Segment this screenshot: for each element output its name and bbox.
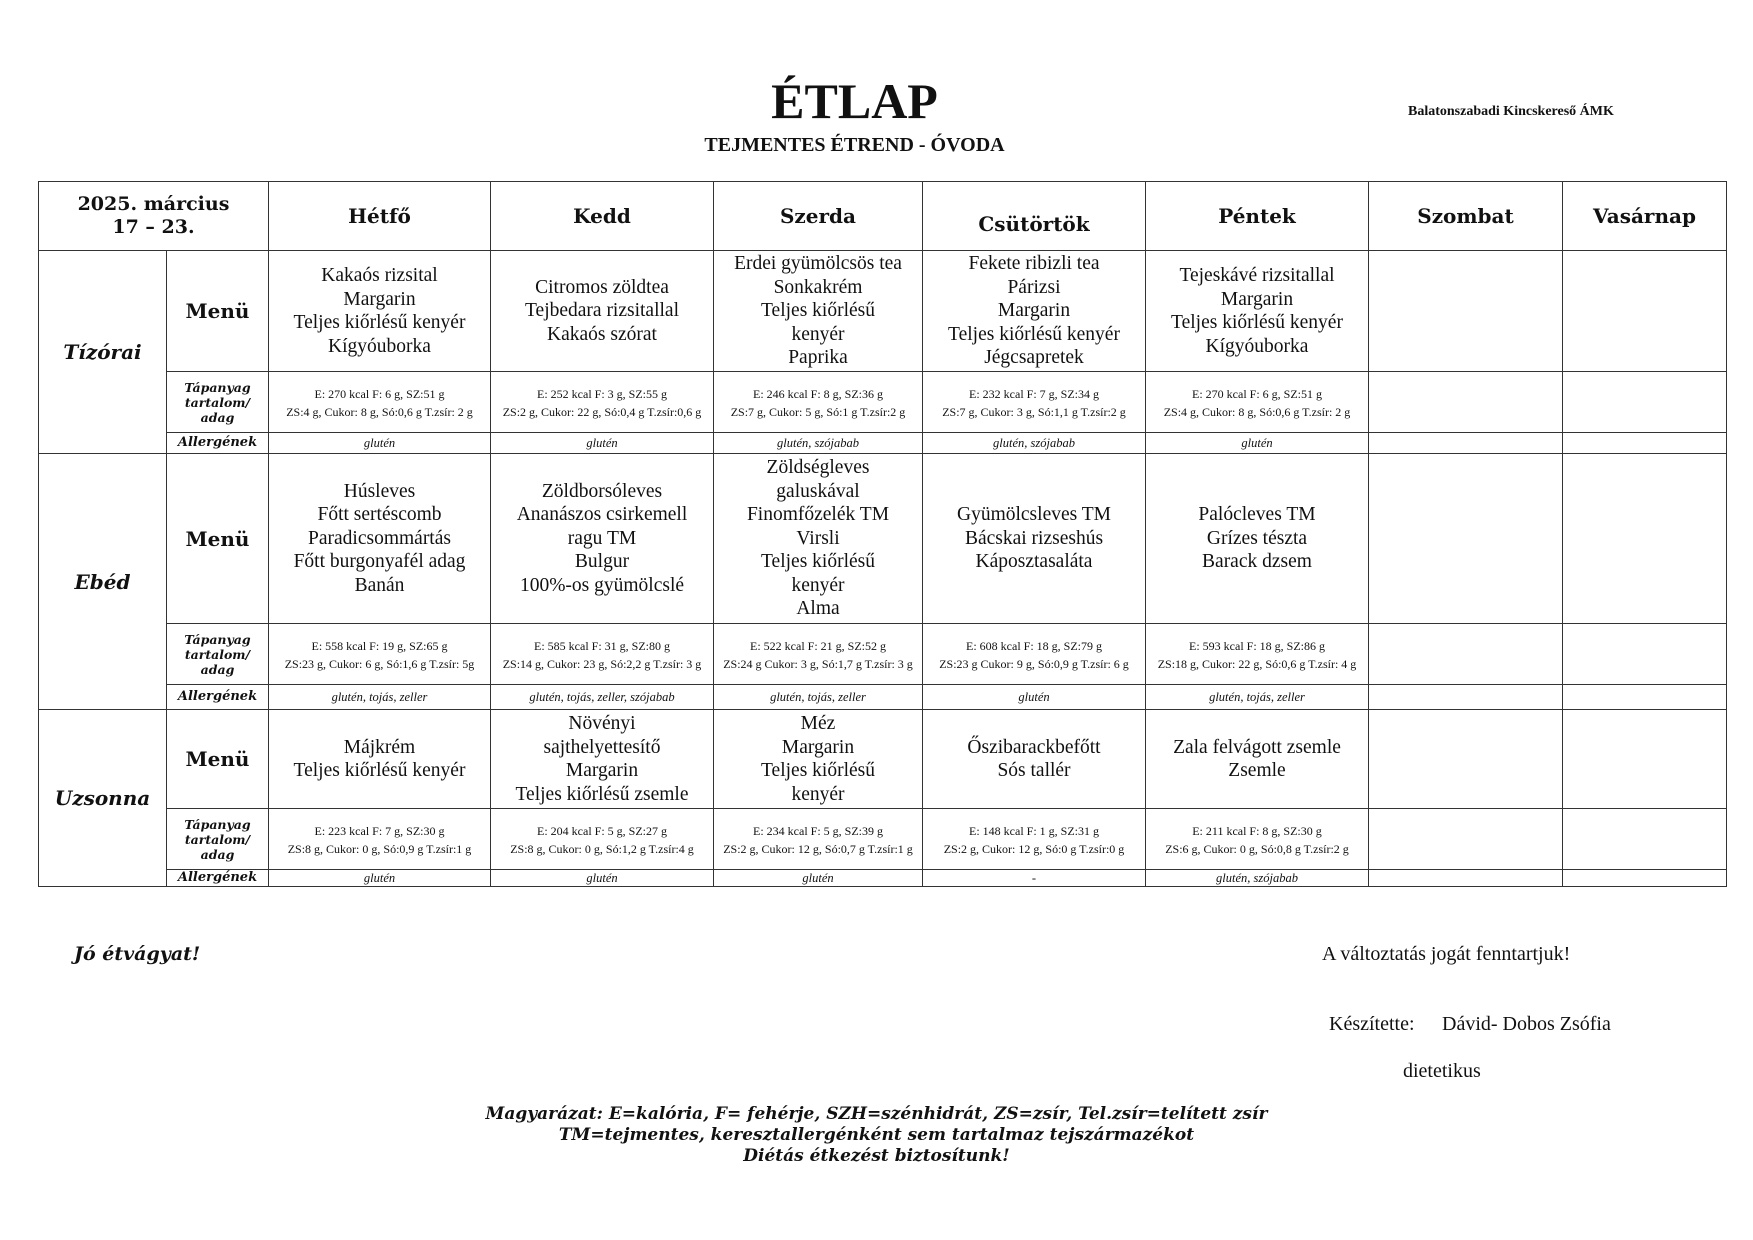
nutrition-cell: [491, 809, 714, 870]
nutrition-values-line2: ZS:2 g, Cukor: 12 g, Só:0 g T.zsír:0 g: [943, 841, 1125, 856]
nutrition-row-uzsonna: [39, 809, 1727, 870]
nutrition-values-line2: ZS:18 g, Cukor: 22 g, Só:0,6 g T.zsír: 4 g: [1157, 656, 1357, 671]
nutrition-values-line2: ZS:23 g Cukor: 9 g, Só:0,9 g T.zsír: 6 g: [939, 656, 1129, 671]
menu-items-text: Palócleves TM Grízes tészta Barack dzsem: [1198, 504, 1316, 573]
day-header-monday: Hétfő: [269, 182, 491, 251]
nutrition-values-line2: ZS:14 g, Cukor: 23 g, Só:2,2 g T.zsír: 3 g: [502, 656, 702, 671]
menu-items-text: Kakaós rizsital Margarin Teljes kiőrlésű kenyér Kígyóuborka: [293, 265, 466, 357]
nutrition-cell: [1146, 372, 1369, 433]
allergen-row-uzsonna: [39, 870, 1727, 887]
allergen-cell: glutén, tojás, zeller: [714, 685, 923, 710]
menu-cell: [1146, 251, 1369, 372]
nutrition-values-line1: E: 608 kcal F: 18 g, SZ:79 g: [966, 638, 1102, 653]
legend-line: Magyarázat: E=kalória, F= fehérje, SZH=szénhidrát, ZS=zsír, Tel.zsír=telített zsír: [485, 1104, 1268, 1124]
allergen-cell: glutén, szójabab: [1146, 870, 1369, 887]
date-range-days: 17 – 23.: [112, 216, 195, 238]
nutrition-cell: [1369, 809, 1563, 870]
day-header-tuesday: Kedd: [491, 182, 714, 251]
nutrition-label-line: tartalom/: [184, 646, 251, 662]
menu-cell: [269, 710, 491, 809]
menu-items-text: Erdei gyümölcsös tea Sonkakrém Teljes kiőrlésű kenyér Paprika: [734, 253, 902, 369]
organization-name: Balatonszabadi Kincskereső ÁMK: [1408, 104, 1614, 119]
nutrition-values-line1: E: 558 kcal F: 19 g, SZ:65 g: [311, 638, 448, 653]
menu-row-ebed: [39, 454, 1727, 624]
header-row: [39, 182, 1727, 251]
menu-cell: [269, 454, 491, 624]
allergen-cell: glutén: [269, 870, 491, 887]
menu-cell: [923, 251, 1146, 372]
allergen-cell: [1563, 685, 1727, 710]
menu-items-text: Méz Margarin Teljes kiőrlésű kenyér: [761, 713, 875, 805]
menu-cell: [1563, 454, 1727, 624]
menu-items-text: Őszibarackbefőtt Sós tallér: [967, 736, 1101, 781]
day-header-friday: Péntek: [1146, 182, 1369, 251]
nutrition-row-label: [167, 809, 269, 870]
nutrition-label-line: tartalom/: [184, 831, 251, 847]
day-header-thursday: Csütörtök: [923, 182, 1146, 251]
nutrition-cell: [714, 624, 923, 685]
nutrition-row-label: [167, 624, 269, 685]
menu-cell: [923, 710, 1146, 809]
nutrition-values-line2: ZS:8 g, Cukor: 0 g, Só:1,2 g T.zsír:4 g: [510, 841, 694, 856]
nutrition-cell: [491, 624, 714, 685]
nutrition-cell: [1563, 372, 1727, 433]
allergen-cell: glutén, tojás, zeller: [1146, 685, 1369, 710]
allergen-cell: -: [923, 870, 1146, 887]
allergen-row-tizorai: [39, 433, 1727, 454]
day-header-saturday: Szombat: [1369, 182, 1563, 251]
allergen-cell: [1369, 685, 1563, 710]
nutrition-values-line1: E: 148 kcal F: 1 g, SZ:31 g: [969, 823, 1099, 838]
nutrition-values-line2: ZS:4 g, Cukor: 8 g, Só:0,6 g T.zsír: 2 g: [286, 404, 473, 419]
menu-items-text: Tejeskávé rizsitallal Margarin Teljes kiőrlésű kenyér Kígyóuborka: [1171, 265, 1343, 357]
menu-cell: [1146, 454, 1369, 624]
nutrition-values-line1: E: 232 kcal F: 7 g, SZ:34 g: [969, 386, 1099, 401]
weekly-menu-table: [38, 181, 1727, 887]
menu-row-uzsonna: [39, 710, 1727, 809]
allergen-cell: glutén, tojás, zeller, szójabab: [491, 685, 714, 710]
allergen-cell: glutén: [923, 685, 1146, 710]
allergen-cell: [1563, 870, 1727, 887]
nutrition-label-line: Tápanyag: [184, 816, 251, 832]
nutrition-values-line1: E: 593 kcal F: 18 g, SZ:86 g: [1189, 638, 1325, 653]
nutrition-values-line1: E: 585 kcal F: 31 g, SZ:80 g: [534, 638, 670, 653]
legend-line: TM=tejmentes, keresztallergénként sem tartalmaz tejszármazékot: [558, 1125, 1195, 1145]
menu-cell: [1369, 454, 1563, 624]
nutrition-cell: [923, 372, 1146, 433]
nutrition-cell: [269, 809, 491, 870]
nutrition-cell: [1146, 809, 1369, 870]
nutrition-cell: [1563, 809, 1727, 870]
nutrition-values-line1: E: 211 kcal F: 8 g, SZ:30 g: [1192, 823, 1322, 838]
allergen-cell: [1369, 433, 1563, 454]
date-range-cell: [39, 182, 269, 251]
nutrition-values-line1: E: 270 kcal F: 6 g, SZ:51 g: [314, 386, 445, 401]
nutrition-values-line2: ZS:6 g, Cukor: 0 g, Só:0,8 g T.zsír:2 g: [1165, 841, 1349, 856]
nutrition-cell: [269, 372, 491, 433]
meal-label-tizorai: Tízórai: [39, 251, 167, 454]
menu-row-label: Menü: [167, 251, 269, 372]
nutrition-values-line1: E: 246 kcal F: 8 g, SZ:36 g: [753, 386, 883, 401]
menu-items-text: Zöldborsóleves Ananászos csirkemell ragu TM Bulgur 100%-os gyümölcslé: [516, 480, 688, 596]
nutrition-row-tizorai: [39, 372, 1727, 433]
menu-row-label: Menü: [167, 710, 269, 809]
menu-cell: [491, 251, 714, 372]
menu-cell: [1369, 710, 1563, 809]
author-role: dietetikus: [1403, 1060, 1481, 1082]
nutrition-cell: [923, 624, 1146, 685]
nutrition-values-line2: ZS:2 g, Cukor: 12 g, Só:0,7 g T.zsír:1 g: [723, 841, 913, 856]
nutrition-values-line1: E: 522 kcal F: 21 g, SZ:52 g: [750, 638, 886, 653]
menu-items-text: Gyümölcsleves TM Bácskai rizseshús Káposztasaláta: [956, 504, 1111, 573]
nutrition-label-line: Tápanyag: [184, 379, 251, 395]
menu-cell: [269, 251, 491, 372]
nutrition-label-line: adag: [200, 661, 235, 677]
menu-cell: [923, 454, 1146, 624]
meal-label-uzsonna: Uzsonna: [39, 710, 167, 887]
nutrition-cell: [714, 809, 923, 870]
menu-items-text: Zala felvágott zsemle Zsemle: [1173, 736, 1341, 781]
menu-cell: [1563, 710, 1727, 809]
page-title: ÉTLAP: [771, 73, 938, 129]
nutrition-values-line2: ZS:8 g, Cukor: 0 g, Só:0,9 g T.zsír:1 g: [287, 841, 472, 856]
nutrition-cell: [269, 624, 491, 685]
nutrition-label-line: tartalom/: [184, 394, 251, 410]
menu-cell: [1369, 251, 1563, 372]
menu-items-text: Citromos zöldtea Tejbedara rizsitallal Kakaós szórat: [524, 276, 679, 345]
menu-cell: [714, 710, 923, 809]
menu-row-label: Menü: [167, 454, 269, 624]
nutrition-values-line2: ZS:23 g, Cukor: 6 g, Só:1,6 g T.zsír: 5g: [284, 656, 475, 671]
menu-items-text: Májkrém Teljes kiőrlésű kenyér: [293, 736, 466, 781]
nutrition-cell: [491, 372, 714, 433]
allergen-cell: glutén, szójabab: [923, 433, 1146, 454]
allergen-cell: [1369, 870, 1563, 887]
nutrition-cell: [1563, 624, 1727, 685]
allergen-cell: glutén: [269, 433, 491, 454]
menu-items-text: Növényi sajthelyettesítő Margarin Teljes kiőrlésű zsemle: [515, 713, 689, 805]
nutrition-cell: [1369, 624, 1563, 685]
menu-cell: [714, 454, 923, 624]
allergen-cell: glutén: [714, 870, 923, 887]
allergen-cell: glutén, szójabab: [714, 433, 923, 454]
nutrition-values-line1: E: 223 kcal F: 7 g, SZ:30 g: [314, 823, 445, 838]
nutrition-row-ebed: [39, 624, 1727, 685]
allergen-row-label: Allergének: [167, 433, 269, 454]
allergen-row-label: Allergének: [167, 870, 269, 887]
nutrition-values-line1: E: 252 kcal F: 3 g, SZ:55 g: [537, 386, 667, 401]
allergen-row-ebed: [39, 685, 1727, 710]
allergen-cell: glutén: [1146, 433, 1369, 454]
allergen-cell: [1563, 433, 1727, 454]
menu-cell: [1563, 251, 1727, 372]
menu-row-tizorai: [39, 251, 1727, 372]
nutrition-values-line2: ZS:4 g, Cukor: 8 g, Só:0,6 g T.zsír: 2 g: [1163, 404, 1351, 419]
allergen-cell: glutén: [491, 870, 714, 887]
date-range-month: 2025. március: [77, 193, 230, 215]
menu-cell: [714, 251, 923, 372]
menu-items-text: Fekete ribizli tea Párizsi Margarin Teljes kiőrlésű kenyér Jégcsapretek: [948, 253, 1120, 369]
author-name: Dávid- Dobos Zsófia: [1442, 1013, 1611, 1035]
legend-line: Diétás étkezést biztosítunk!: [743, 1146, 1010, 1166]
nutrition-values-line1: E: 234 kcal F: 5 g, SZ:39 g: [753, 823, 883, 838]
nutrition-cell: [1369, 372, 1563, 433]
allergen-row-label: Allergének: [167, 685, 269, 710]
menu-cell: [1146, 710, 1369, 809]
bon-appetit-text: Jó étvágyat!: [74, 943, 201, 965]
nutrition-row-label: [167, 372, 269, 433]
nutrition-values-line1: E: 270 kcal F: 6 g, SZ:51 g: [1192, 386, 1322, 401]
day-header-wednesday: Szerda: [714, 182, 923, 251]
nutrition-label-line: Tápanyag: [184, 631, 251, 647]
nutrition-label-line: adag: [200, 846, 235, 862]
nutrition-cell: [714, 372, 923, 433]
nutrition-values-line2: ZS:24 g Cukor: 3 g, Só:1,7 g T.zsír: 3 g: [723, 656, 913, 671]
nutrition-cell: [923, 809, 1146, 870]
menu-items-text: Húsleves Főtt sertéscomb Paradicsommártás Főtt burgonyafél adag Banán: [293, 480, 466, 596]
rights-reserved-text: A változtatás jogát fenntartjuk!: [1322, 943, 1571, 965]
legend-explanation: [0, 1104, 1753, 1167]
nutrition-label-line: adag: [200, 409, 235, 425]
nutrition-values-line2: ZS:7 g, Cukor: 3 g, Só:1,1 g T.zsír:2 g: [942, 404, 1126, 419]
nutrition-values-line2: ZS:2 g, Cukor: 22 g, Só:0,4 g T.zsír:0,6 g: [502, 404, 702, 419]
menu-cell: [491, 454, 714, 624]
page-subtitle: TEJMENTES ÉTREND - ÓVODA: [704, 134, 1005, 156]
nutrition-cell: [1146, 624, 1369, 685]
menu-items-text: Zöldségleves galuskával Finomfőzelék TM Virsli Teljes kiőrlésű kenyér Alma: [746, 457, 890, 620]
allergen-cell: glutén: [491, 433, 714, 454]
allergen-cell: glutén, tojás, zeller: [269, 685, 491, 710]
nutrition-values-line1: E: 204 kcal F: 5 g, SZ:27 g: [537, 823, 667, 838]
menu-cell: [491, 710, 714, 809]
nutrition-values-line2: ZS:7 g, Cukor: 5 g, Só:1 g T.zsír:2 g: [730, 404, 906, 419]
meal-label-ebed: Ebéd: [39, 454, 167, 710]
author-label: Készítette:: [1329, 1013, 1415, 1035]
day-header-sunday: Vasárnap: [1563, 182, 1727, 251]
